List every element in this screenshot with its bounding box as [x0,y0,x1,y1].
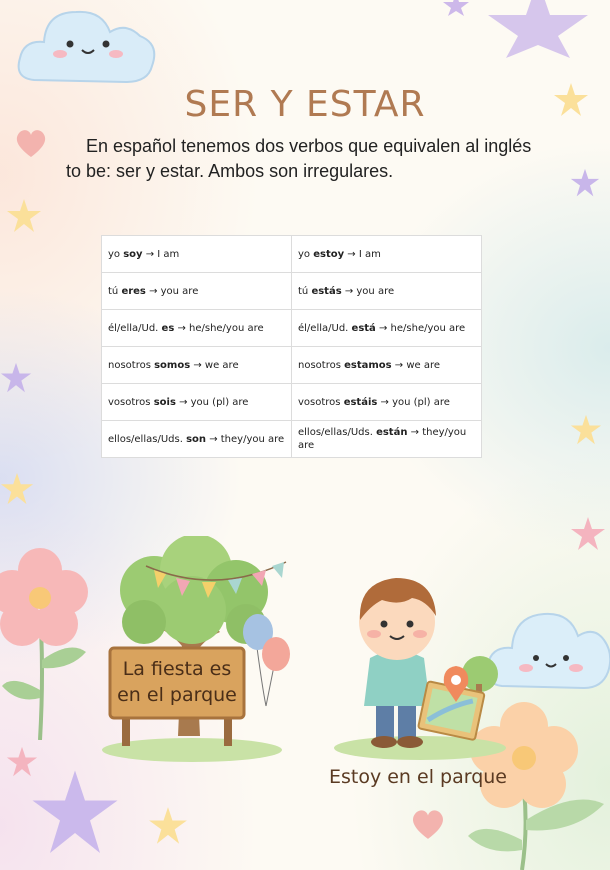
verb-form: está [351,322,376,334]
purple-star-right [570,168,600,198]
heart-left [14,126,48,160]
estar-cell [292,273,482,310]
ser-cell [102,347,292,384]
intro-paragraph: En español tenemos dos verbos que equivalen al inglés to be: ser y estar. Ambos son irregulares. [66,136,532,181]
subject-pronoun: nosotros [108,359,155,371]
party-tree-illustration [96,536,296,766]
subject-pronoun: nosotros [298,359,345,371]
table-row [102,384,482,421]
verb-form: estáis [343,396,378,408]
subject-pronoun: vosotros [298,396,344,408]
sign-text [110,656,244,708]
pink-star-right [570,516,606,552]
boy-caption: Estoy en el parque [328,766,507,788]
yellow-star-left-mid [0,472,34,506]
verb-form: soy [123,248,143,260]
table-row [102,421,482,458]
verb-form: estamos [344,359,392,371]
verb-form: estás [311,285,342,297]
sign-line-1: La fiesta es [122,658,232,680]
subject-pronoun: tú [298,285,312,297]
yellow-star-left [6,198,42,234]
verb-form: son [186,433,207,445]
page-title: SER Y ESTAR [184,84,426,125]
yellow-star-bottom [148,806,188,846]
subject-pronoun: yo [108,248,124,260]
boy-with-map-illustration [330,556,510,762]
subject-pronoun: ellos/ellas/Uds. [108,433,187,445]
subject-pronoun: él/ella/Ud. [108,322,162,334]
subject-pronoun: vosotros [108,396,154,408]
translation: → I am [344,248,381,260]
subject-pronoun: él/ella/Ud. [298,322,352,334]
translation: → you are [341,285,395,297]
translation: → they/you are [206,433,285,445]
conjugation-table [101,235,482,458]
translation: → he/she/you are [174,322,264,334]
table-row [102,236,482,273]
ser-cell [102,273,292,310]
translation: → you (pl) are [377,396,450,408]
estar-cell [292,384,482,421]
translation: → you are [145,285,199,297]
translation: → you (pl) are [175,396,249,408]
ser-cell [102,236,292,273]
subject-pronoun: tú [108,285,122,297]
verb-form: es [161,322,175,334]
verb-form: están [376,427,408,438]
verb-form: somos [154,359,191,371]
ser-cell [102,384,292,421]
verb-form: sois [153,396,176,408]
purple-star-bottom [30,768,120,858]
table-row [102,273,482,310]
table-row [102,347,482,384]
translation: → we are [190,359,239,371]
translation: → they/you are [298,427,470,451]
translation: → he/she/you are [375,322,466,334]
estar-cell [292,421,482,458]
ser-cell [102,310,292,347]
verb-form: eres [121,285,146,297]
estar-cell [292,310,482,347]
sign-line-2: en el parque [117,684,237,706]
estar-cell [292,236,482,273]
purple-star-top-right [488,0,593,60]
verb-form: estoy [313,248,345,260]
yellow-star-right-mid [570,414,602,446]
subject-pronoun: yo [298,248,314,260]
translation: → we are [391,359,441,371]
estar-cell [292,347,482,384]
purple-star-left [0,362,32,394]
heart-bottom [410,806,446,842]
ser-cell [102,421,292,458]
pink-flower-left [0,540,100,740]
small-star-top [443,0,469,16]
table-row [102,310,482,347]
translation: → I am [142,248,180,260]
subject-pronoun: ellos/ellas/Uds. [298,427,377,438]
